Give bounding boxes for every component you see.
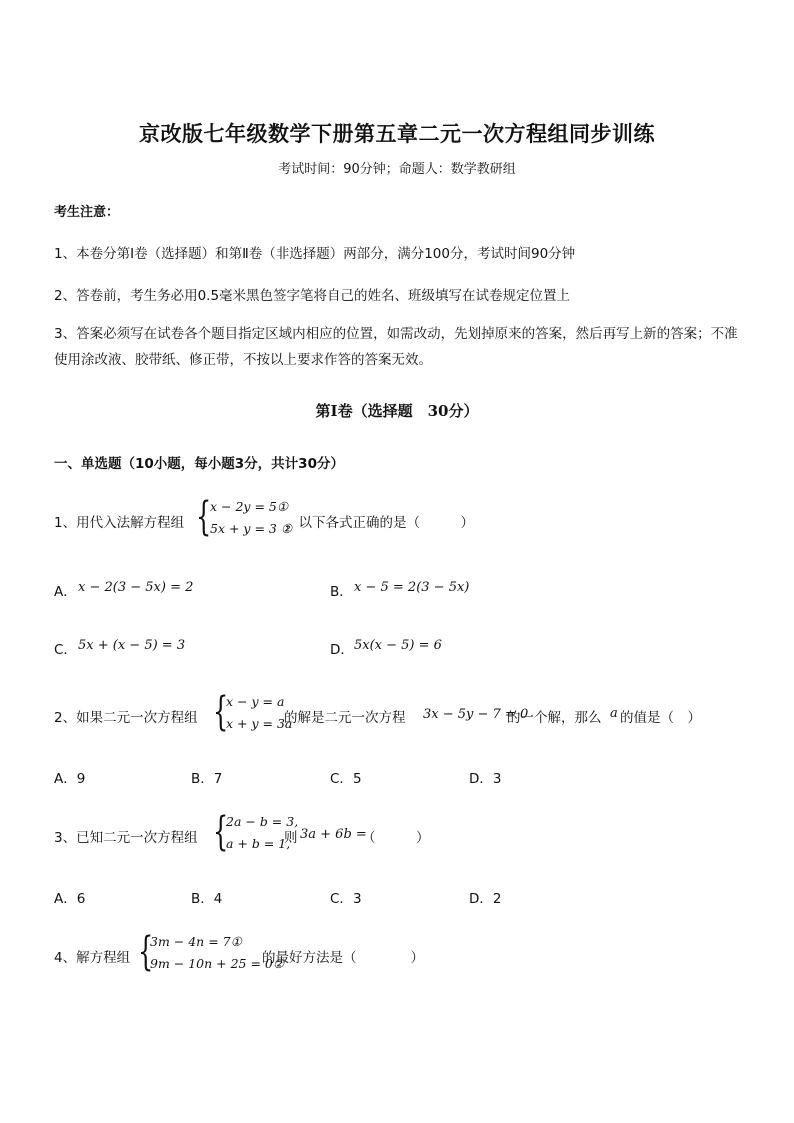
brace-icon: { [138, 929, 154, 975]
question-3-mid: 则 [284, 830, 298, 846]
option-c-text: 5x + (x − 5) = 3 [78, 638, 186, 653]
exam-info: 考试时间：90分钟；命题人：数学教研组 [278, 162, 516, 177]
option-a-label: A． [54, 584, 77, 600]
system-line-2: 5x + y = 3 ② [210, 521, 293, 536]
system-line-2: x + y = 3a [226, 716, 293, 731]
group-title: 一、单选题（10小题，每小题3分，共计30分） [54, 456, 344, 472]
question-3-equation: 3a + 6b = [300, 827, 367, 842]
option-d-text: 5x(x − 5) = 6 [354, 638, 442, 653]
question-4-prefix: 4、解方程组 [54, 950, 131, 966]
notice-item-2: 2、答卷前，考生务必用0.5毫米黑色签字笔将自己的姓名、班级填写在试卷规定位置上 [54, 288, 571, 304]
question-3-suffix: （ ） [362, 830, 430, 846]
option-d-label: D． [330, 642, 354, 658]
notice-item-1: 1、本卷分第Ⅰ卷（选择题）和第Ⅱ卷（非选择题）两部分，满分100分，考试时间90分钟 [54, 246, 576, 262]
system-line-1: 2a − b = 3, [226, 814, 299, 829]
question-3-prefix: 3、已知二元一次方程组 [54, 830, 198, 846]
option-b-label: B． [330, 584, 353, 600]
q3-option-d: D．2 [469, 891, 502, 907]
notice-item-3: 3、答案必须写在试卷各个题目指定区域内相应的位置，如需改动，先划掉原来的答案，然后再写上新的答案；不准使用涂改液、胶带纸、修正带，不按以上要求作答的答案无效。 [54, 326, 738, 368]
system-line-1: x − y = a [226, 694, 285, 709]
system-line-1: x − 2y = 5① [210, 499, 289, 514]
question-2-mid: 的解是二元一次方程 [284, 710, 406, 726]
option-c-label: C． [54, 642, 77, 658]
question-2-equation: 3x − 5y − 7 = 0 [423, 707, 529, 722]
question-1-prefix: 1、用代入法解方程组 [54, 515, 185, 531]
question-4-suffix: 的最好方法是（ ） [262, 950, 424, 966]
system-line-1: 3m − 4n = 7① [150, 934, 242, 949]
q2-option-d: D．3 [469, 771, 502, 787]
question-2-prefix: 2、如果二元一次方程组 [54, 710, 198, 726]
option-b-text: x − 5 = 2(3 − 5x) [354, 580, 470, 595]
question-2-var: a [610, 706, 618, 721]
question-2-mid2: 的一个解，那么 [507, 710, 602, 726]
option-a-text: x − 2(3 − 5x) = 2 [78, 580, 194, 595]
system-line-2: a + b = 1, [226, 836, 291, 851]
notice-heading: 考生注意： [54, 205, 120, 220]
q2-option-c: C．5 [330, 771, 362, 787]
section-title: 第Ⅰ卷（选择题 30分） [315, 402, 479, 420]
page-title: 京改版七年级数学下册第五章二元一次方程组同步训练 [139, 121, 655, 146]
q2-option-a: A．9 [54, 771, 86, 787]
system-line-2: 9m − 10n + 25 = 0② [150, 956, 285, 971]
q3-option-b: B．4 [191, 891, 223, 907]
brace-icon: { [196, 494, 212, 540]
question-1-suffix: ，以下各式正确的是（ ） [285, 515, 474, 531]
q3-option-a: A．6 [54, 891, 86, 907]
brace-icon: { [213, 809, 229, 855]
q2-option-b: B．7 [191, 771, 223, 787]
q3-option-c: C．3 [330, 891, 362, 907]
brace-icon: { [213, 689, 229, 735]
question-2-suffix: 的值是（ ） [620, 710, 701, 726]
